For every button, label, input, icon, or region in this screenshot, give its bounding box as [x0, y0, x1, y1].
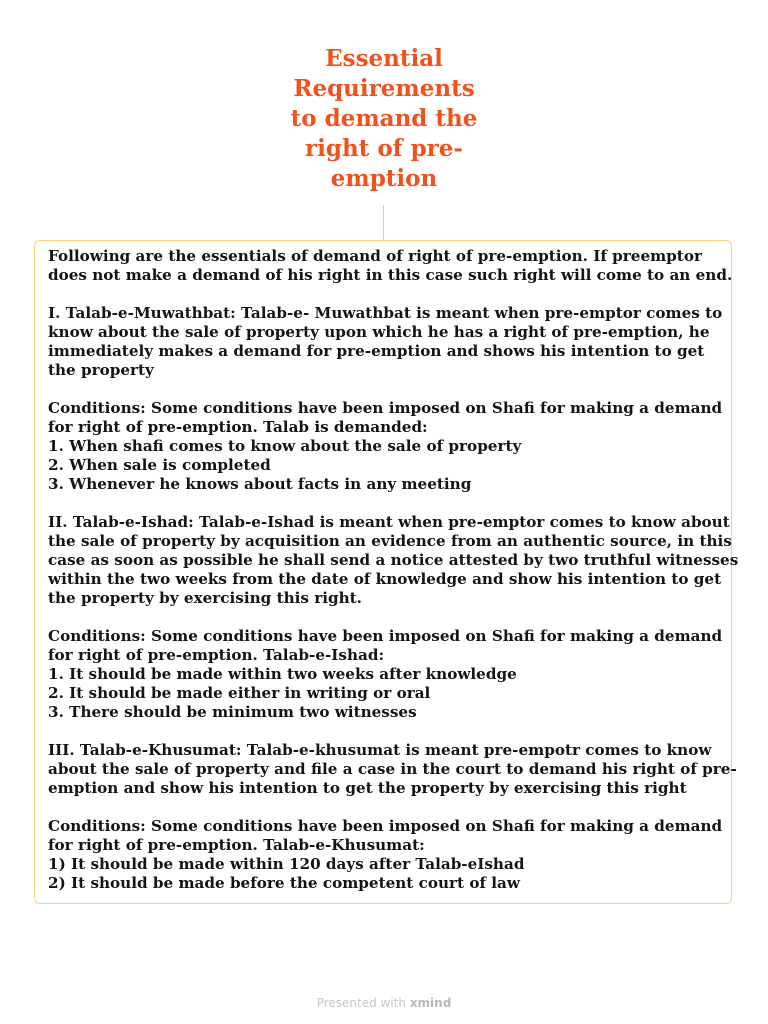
list-item: 1. When shafi comes to know about the sale of property [48, 437, 522, 455]
central-topic[interactable] [254, 44, 514, 194]
topic-line: Essential [325, 45, 443, 72]
xmind-logo: xmind [409, 996, 452, 1010]
text-line: within the two weeks from the date of knowledge and show his intention to get [48, 570, 722, 588]
list-item: 2) It should be made before the competent court of law [48, 874, 520, 892]
text-line: for right of pre-emption. Talab-e-Ishad: [48, 646, 385, 664]
text-line: Conditions: Some conditions have been imposed on Shafi for making a demand [48, 399, 723, 417]
text-line: does not make a demand of his right in this case such right will come to an end. [48, 266, 733, 284]
text-line: know about the sale of property upon which he has a right of pre-emption, he [48, 323, 710, 341]
footer-prefix: Presented with [316, 996, 410, 1010]
text-line: I. Talab-e-Muwathbat: Talab-e- Muwathbat is meant when pre-emptor comes to [48, 304, 723, 322]
list-item: 3. Whenever he knows about facts in any meeting [48, 475, 472, 493]
text-line: III. Talab-e-Khusumat: Talab-e-khusumat is meant pre-empotr comes to know [48, 741, 712, 759]
text-line: Following are the essentials of demand of right of pre-emption. If preemptor [48, 247, 702, 265]
paragraph-talab-e-muwathbat [48, 304, 731, 380]
paragraph-talab-e-khusumat [48, 741, 737, 798]
list-item: 2. When sale is completed [48, 456, 271, 474]
topic-line: right of pre- [305, 135, 463, 162]
topic-line: emption [330, 165, 438, 192]
topic-line: Requirements [293, 75, 475, 102]
paragraph-intro [48, 247, 731, 285]
topic-connector-line [383, 205, 384, 241]
text-line: the property by exercising this right. [48, 589, 362, 607]
list-item: 1) It should be made within 120 days after Talab-eIshad [48, 855, 525, 873]
text-line: about the sale of property and file a case in the court to demand his right of pre- [48, 760, 737, 778]
subtopic-card[interactable] [34, 240, 739, 904]
text-line: II. Talab-e-Ishad: Talab-e-Ishad is meant when pre-emptor comes to know about [48, 513, 730, 531]
text-line: for right of pre-emption. Talab is demanded: [48, 418, 428, 436]
text-line: Conditions: Some conditions have been imposed on Shafi for making a demand [48, 817, 723, 835]
text-line: immediately makes a demand for pre-emption and shows his intention to get [48, 342, 705, 360]
text-line: emption and show his intention to get the property by exercising this right [48, 779, 687, 797]
text-line: for right of pre-emption. Talab-e-Khusumat: [48, 836, 425, 854]
list-item: 2. It should be made either in writing or oral [48, 684, 431, 702]
paragraph-muwathbat-conditions [48, 399, 731, 494]
text-line: case as soon as possible he shall send a notice attested by two truthful witnesses [48, 551, 739, 569]
topic-line: to demand the [290, 105, 478, 132]
text-line: Conditions: Some conditions have been imposed on Shafi for making a demand [48, 627, 723, 645]
text-line: the sale of property by acquisition an evidence from an authentic source, in this [48, 532, 732, 550]
paragraph-ishad-conditions [48, 627, 731, 722]
presented-with-footer [0, 996, 768, 1010]
paragraph-khusumat-conditions [48, 817, 731, 893]
paragraph-talab-e-ishad [48, 513, 739, 608]
text-line: the property [48, 361, 154, 379]
list-item: 3. There should be minimum two witnesses [48, 703, 417, 721]
list-item: 1. It should be made within two weeks after knowledge [48, 665, 517, 683]
